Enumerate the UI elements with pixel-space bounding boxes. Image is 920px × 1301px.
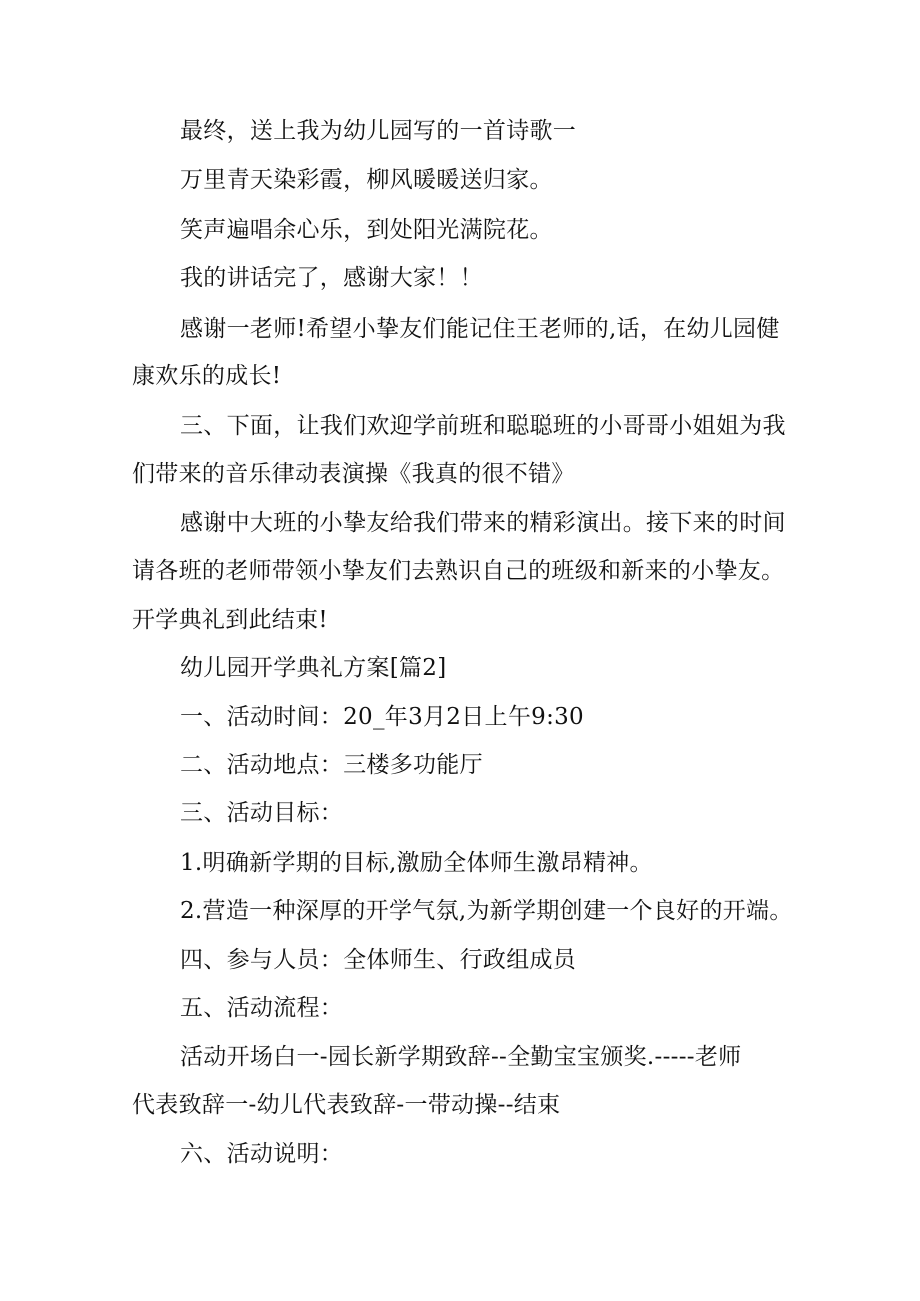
list-item: 六、活动说明： xyxy=(180,1141,344,1167)
list-item: 2.营造一种深厚的开学气氛,为新学期创建一个良好的开端。 xyxy=(180,898,793,924)
paragraph-line: 请各班的老师带领小挚友们去熟识自己的班级和新来的小挚友。 xyxy=(132,558,785,584)
list-item: 二、活动地点：三楼多功能厅 xyxy=(180,752,483,778)
section-title: 幼儿园开学典礼方案[篇2] xyxy=(180,655,447,681)
poem-line: 笑声遍唱余心乐，到处阳光满院花。 xyxy=(180,217,553,243)
list-item: 三、活动目标： xyxy=(180,800,344,826)
paragraph-line: 三、下面，让我们欢迎学前班和聪聪班的小哥哥小姐姐为我 xyxy=(180,413,786,439)
list-item: 一、活动时间：20_年3月2日上午9:30 xyxy=(180,704,584,730)
paragraph-line: 们带来的音乐律动表演操《我真的很不错》 xyxy=(132,461,575,487)
paragraph-line: 代表致辞一-幼儿代表致辞-一带动操--结束 xyxy=(132,1092,561,1118)
paragraph-line: 开学典礼到此结束! xyxy=(132,607,328,633)
list-item: 四、参与人员：全体师生、行政组成员 xyxy=(180,947,577,973)
paragraph-line: 康欢乐的成长! xyxy=(132,363,282,389)
poem-line: 万里青天染彩霞，柳风暖暖送归家。 xyxy=(180,167,553,193)
paragraph-line: 感谢一老师!希望小挚友们能记住王老师的,话，在幼儿园健 xyxy=(180,316,780,342)
list-item: 五、活动流程： xyxy=(180,995,344,1021)
paragraph-line: 活动开场白一-园长新学期致辞--全勤宝宝颁奖.-----老师 xyxy=(180,1044,742,1070)
paragraph-line: 感谢中大班的小挚友给我们带来的精彩演出。接下来的时间 xyxy=(180,510,786,536)
paragraph-line: 最终，送上我为幼儿园写的一首诗歌一 xyxy=(180,118,577,144)
list-item: 1.明确新学期的目标,激励全体师生激昂精神。 xyxy=(180,850,653,876)
paragraph-line: 我的讲话完了，感谢大家！！ xyxy=(180,265,483,291)
